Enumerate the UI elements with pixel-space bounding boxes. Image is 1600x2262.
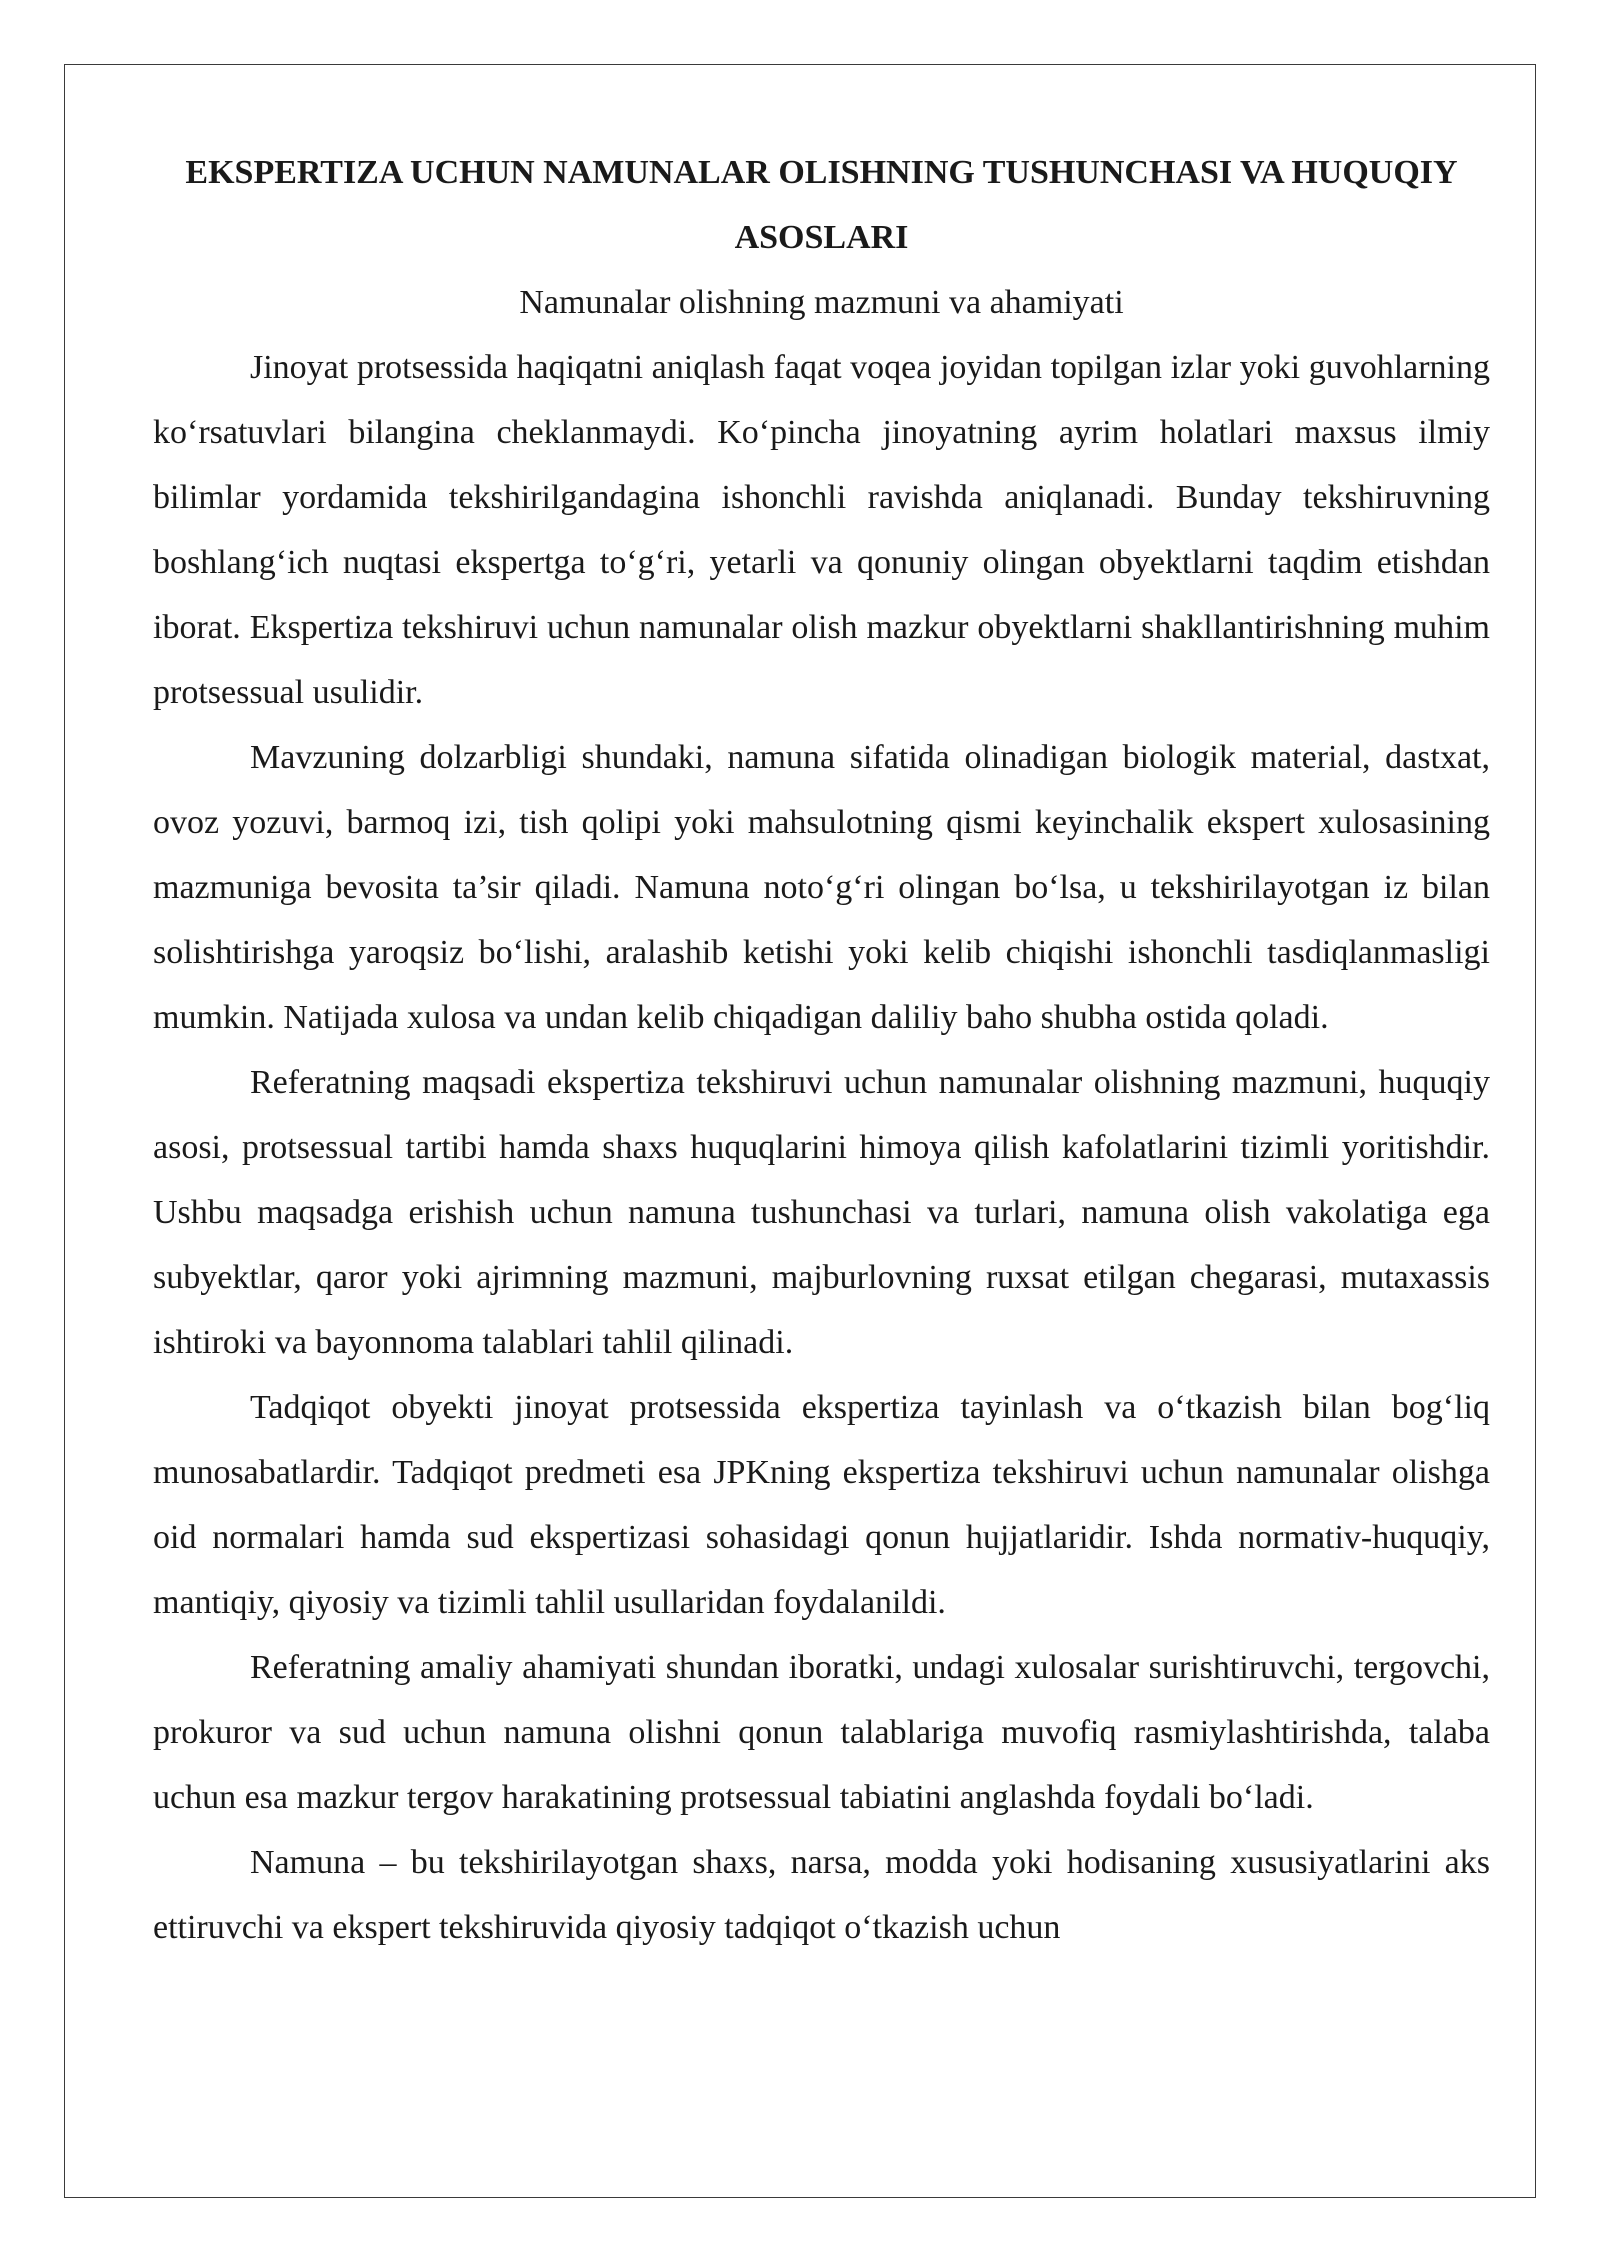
paragraph-2: Mavzuning dolzarbligi shundaki, namuna sifatida olinadigan biologik material, dastxat, ovoz yozuvi, barmoq izi, tish qolipi yoki mahsulotning qismi keyinchalik ekspert xulosasining mazmuniga bevosita ta’sir qiladi. Namuna noto‘g‘ri olingan bo‘lsa, u tekshirilayotgan iz bilan solishtirishga yaroqsiz bo‘lishi, aralashib ketishi yoki kelib chiqishi ishonchli tasdiqlanmasligi mumkin. Natijada xulosa va undan kelib chiqadigan daliliy baho shubha ostida qoladi. <box>153 739 1490 1036</box>
paragraph-3: Referatning maqsadi ekspertiza tekshiruvi uchun namunalar olishning mazmuni, huquqiy asosi, protsessual tartibi hamda shaxs huquqlarini himoya qilish kafolatlarini tizimli yoritishdir. Ushbu maqsadga erishish uchun namuna tushunchasi va turlari, namuna olish vakolatiga ega subyektlar, qaror yoki ajrimning mazmuni, majburlovning ruxsat etilgan chegarasi, mutaxassis ishtiroki va bayonnoma talablari tahlil qilinadi. <box>153 1064 1490 1361</box>
paragraph-5: Referatning amaliy ahamiyati shundan iboratki, undagi xulosalar surishtiruvchi, tergovchi, prokuror va sud uchun namuna olishni qonun talablariga muvofiq rasmiylashtirishda, talaba uchun esa mazkur tergov harakatining protsessual tabiatini anglashda foydali bo‘ladi. <box>153 1649 1490 1816</box>
section-subtitle: Namunalar olishning mazmuni va ahamiyati <box>519 284 1124 321</box>
document-title: EKSPERTIZA UCHUN NAMUNALAR OLISHNING TUSHUNCHASI VA HUQUQIY ASOSLARI <box>185 154 1458 256</box>
paragraph-1: Jinoyat protsessida haqiqatni aniqlash faqat voqea joyidan topilgan izlar yoki guvohlarning ko‘rsatuvlari bilangina cheklanmaydi. Ko‘pincha jinoyatning ayrim holatlari maxsus ilmiy bilimlar yordamida tekshirilgandagina ishonchli ravishda aniqlanadi. Bunday tekshiruvning boshlang‘ich nuqtasi ekspertga to‘g‘ri, yetarli va qonuniy olingan obyektlarni taqdim etishdan iborat. Ekspertiza tekshiruvi uchun namunalar olish mazkur obyektlarni shakllantirishning muhim protsessual usulidir. <box>153 349 1490 711</box>
document-body <box>153 140 1490 1960</box>
paragraph-6: Namuna – bu tekshirilayotgan shaxs, narsa, modda yoki hodisaning xususiyatlarini aks ettiruvchi va ekspert tekshiruvida qiyosiy tadqiqot o‘tkazish uchun <box>153 1844 1490 1946</box>
paragraph-4: Tadqiqot obyekti jinoyat protsessida ekspertiza tayinlash va o‘tkazish bilan bog‘liq munosabatlardir. Tadqiqot predmeti esa JPKning ekspertiza tekshiruvi uchun namunalar olishga oid normalari hamda sud ekspertizasi sohasidagi qonun hujjatlaridir. Ishda normativ-huquqiy, mantiqiy, qiyosiy va tizimli tahlil usullaridan foydalanildi. <box>153 1389 1490 1621</box>
